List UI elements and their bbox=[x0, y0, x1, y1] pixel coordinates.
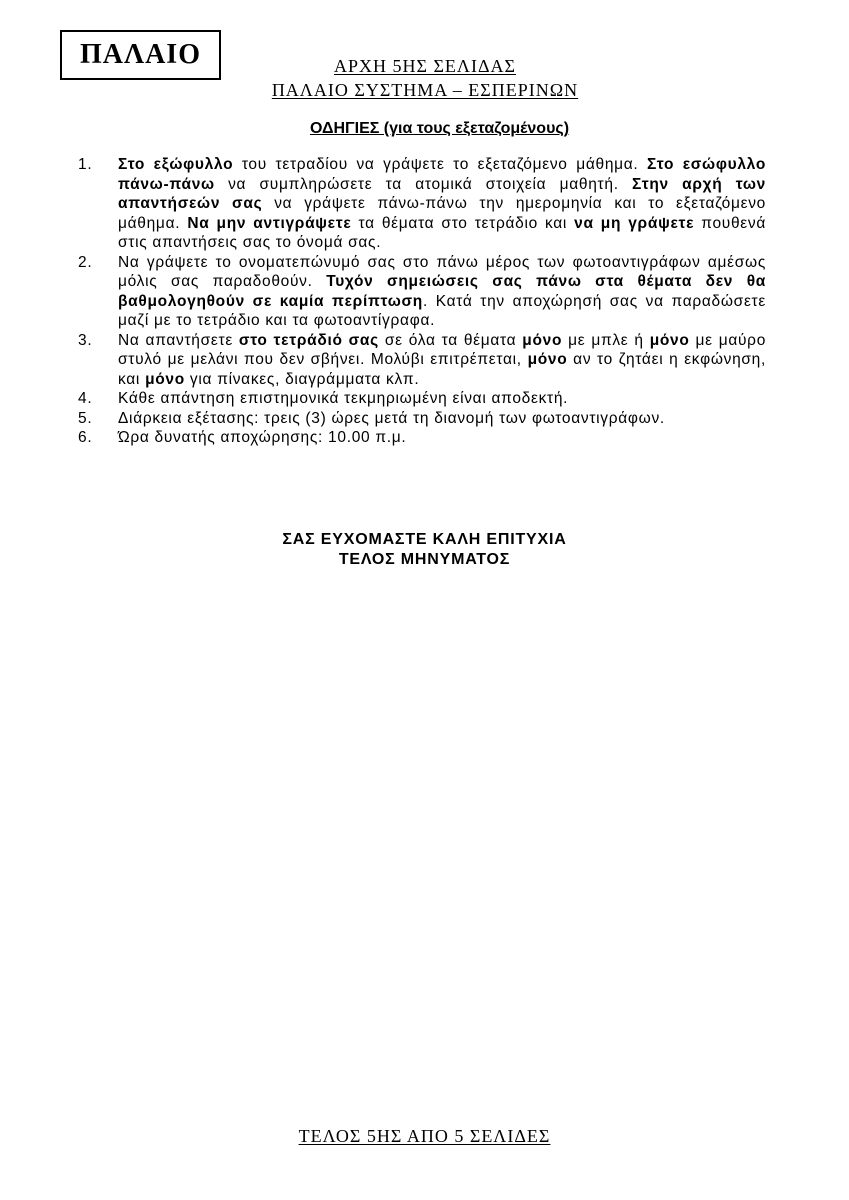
plain-text: σε όλα τα θέματα bbox=[378, 331, 523, 349]
emphasis-text: μόνο bbox=[522, 331, 563, 349]
plain-text: Ώρα δυνατής αποχώρησης: 10.00 π.μ. bbox=[118, 429, 407, 446]
instruction-item bbox=[78, 409, 766, 429]
system-label: ΠΑΛΑΙΟ ΣΥΣΤΗΜΑ – ΕΣΠΕΡΙΝΩΝ bbox=[271, 80, 579, 100]
plain-text: με μαύρο στυλό με μελάνι που δεν σβήνει. Μολύβι επιτρέπεται, bbox=[118, 331, 767, 368]
plain-text: να συμπληρώσετε τα ατομικά στοιχεία μαθητή. bbox=[214, 175, 632, 193]
instruction-item bbox=[78, 155, 766, 253]
plain-text: αν το ζητάει η εκφώνηση, και bbox=[118, 351, 766, 388]
instruction-number: 2. bbox=[78, 253, 93, 271]
page-footer: ΤΕΛΟΣ 5ΗΣ ΑΠΟ 5 ΣΕΛΙΔΕΣ bbox=[298, 1126, 551, 1146]
page-header bbox=[200, 54, 650, 102]
good-luck-line: ΣΑΣ ΕΥΧΟΜΑΣΤΕ ΚΑΛΗ ΕΠΙΤΥΧΙΑ bbox=[282, 531, 567, 548]
plain-text: πουθενά στις απαντήσεις σας το όνομά σας. bbox=[118, 214, 766, 251]
emphasis-text: μόνο bbox=[527, 351, 568, 368]
plain-text: Να απαντήσετε bbox=[118, 331, 239, 349]
plain-text: . Κατά την αποχώρησή σας να παραδώσετε μαζί με το τετράδιο και τα φωτοαντίγραφα. bbox=[118, 292, 766, 329]
instruction-text bbox=[118, 409, 766, 429]
plain-text: Κάθε απάντηση επιστημονικά τεκμηριωμένη είναι αποδεκτή. bbox=[118, 390, 569, 407]
instructions-list bbox=[78, 155, 766, 448]
old-system-stamp: ΠΑΛΑΙΟ bbox=[60, 30, 221, 80]
plain-text: να γράψετε πάνω-πάνω την ημερομηνία και το εξεταζόμενο μάθημα. bbox=[118, 195, 766, 232]
emphasis-text: στο τετράδιό σας bbox=[238, 331, 379, 349]
plain-text: τα θέματα στο τετράδιο και bbox=[351, 214, 575, 232]
instruction-item bbox=[78, 253, 766, 331]
end-of-message-line: ΤΕΛΟΣ ΜΗΝΥΜΑΤΟΣ bbox=[338, 551, 511, 568]
instructions-title: ΟΔΗΓΙΕΣ (για τους εξεταζομένους) bbox=[309, 120, 570, 137]
instruction-item bbox=[78, 389, 766, 409]
emphasis-text: Στο εσώφυλλο πάνω-πάνω bbox=[118, 156, 766, 193]
plain-text: με μπλε ή bbox=[562, 331, 650, 349]
instruction-item bbox=[78, 428, 766, 448]
emphasis-text: Στην αρχή των απαντήσεών σας bbox=[118, 175, 766, 212]
emphasis-text: Στο εξώφυλλο bbox=[118, 156, 234, 173]
plain-text: του τετραδίου να γράψετε το εξεταζόμενο μάθημα. bbox=[233, 156, 648, 173]
instruction-number: 4. bbox=[78, 390, 93, 407]
instruction-number: 3. bbox=[78, 331, 93, 349]
instruction-item bbox=[78, 331, 766, 390]
instruction-text bbox=[118, 331, 766, 390]
instruction-number: 1. bbox=[78, 156, 93, 173]
instruction-number: 6. bbox=[78, 429, 93, 446]
emphasis-text: Τυχόν σημειώσεις σας πάνω στα θέματα δεν θα βαθμολογηθούν σε καμία περίπτωση bbox=[118, 273, 766, 310]
instruction-text bbox=[118, 389, 766, 409]
emphasis-text: μόνο bbox=[649, 331, 690, 349]
plain-text: για πίνακες, διαγράμματα κλπ. bbox=[184, 370, 420, 388]
emphasis-text: μόνο bbox=[145, 370, 185, 388]
plain-text: Διάρκεια εξέτασης: τρεις (3) ώρες μετά τη διανομή των φωτοαντιγράφων. bbox=[118, 409, 665, 427]
plain-text: Να γράψετε το ονοματεπώνυμό σας στο πάνω μέρος των φωτοαντιγράφων αμέσως μόλις σας παραδοθούν. bbox=[118, 253, 766, 290]
instruction-text bbox=[118, 428, 766, 448]
emphasis-text: να μη γράψετε bbox=[574, 214, 695, 232]
instruction-text bbox=[118, 253, 766, 331]
emphasis-text: Να μην αντιγράψετε bbox=[187, 214, 352, 232]
closing-message bbox=[0, 530, 849, 570]
instruction-number: 5. bbox=[78, 409, 93, 427]
instruction-text bbox=[118, 155, 766, 253]
page-start-label: ΑΡΧΗ 5ΗΣ ΣΕΛΙΔΑΣ bbox=[333, 56, 517, 76]
